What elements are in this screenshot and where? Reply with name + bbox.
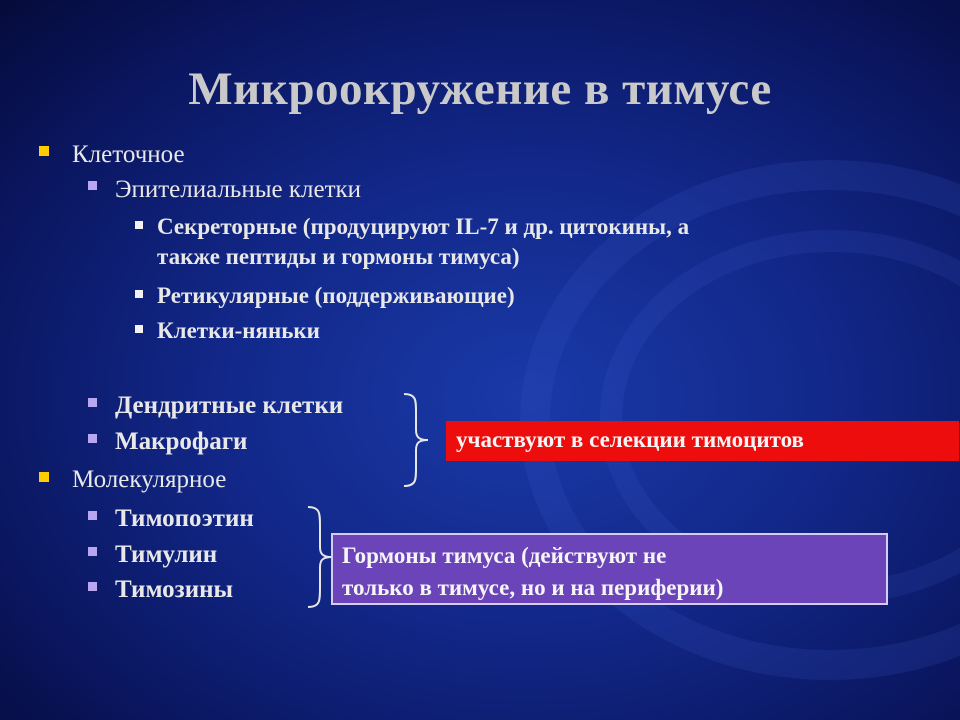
- bullet-level2: [88, 511, 97, 520]
- bullet-level3: [135, 290, 143, 298]
- selection-callout: участвуют в селекции тимоцитов: [446, 421, 959, 461]
- item-nurse: Клетки-няньки: [157, 318, 320, 343]
- bullet-level1: [39, 472, 49, 482]
- bullet-level2: [88, 547, 97, 556]
- bullet-level3: [135, 221, 143, 229]
- item-dendritic: Дендритные клетки: [115, 392, 344, 419]
- item-secretory-line2: также пептиды и гормоны тимуса): [157, 244, 520, 269]
- bullet-level2: [88, 398, 97, 407]
- bullet-level1: [39, 146, 49, 156]
- item-macrophages: Макрофаги: [115, 428, 248, 455]
- item-reticular: Ретикулярные (поддерживающие): [157, 283, 515, 308]
- curly-brace-icon: [402, 392, 432, 488]
- item-epithelial: Эпителиальные клетки: [115, 176, 362, 203]
- bullet-level3: [135, 325, 143, 333]
- hormones-callout-line2: только в тимусе, но и на периферии): [342, 575, 724, 600]
- item-thymopoietin: Тимопоэтин: [115, 505, 254, 532]
- item-cellular: Клеточное: [72, 141, 185, 168]
- hormones-callout: [331, 533, 888, 605]
- item-secretory-line1: Секреторные (продуцируют IL-7 и др. цитокины, а: [157, 214, 690, 239]
- bullet-level2: [88, 434, 97, 443]
- item-molecular: Молекулярное: [72, 466, 227, 493]
- bullet-level2: [88, 181, 97, 190]
- bullet-level2: [88, 582, 97, 591]
- item-thymulin: Тимулин: [115, 541, 218, 568]
- item-thymosins: Тимозины: [115, 576, 234, 603]
- slide-title: Микроокружение в тимусе: [188, 63, 772, 115]
- hormones-callout-line1: Гормоны тимуса (действуют не: [342, 543, 667, 568]
